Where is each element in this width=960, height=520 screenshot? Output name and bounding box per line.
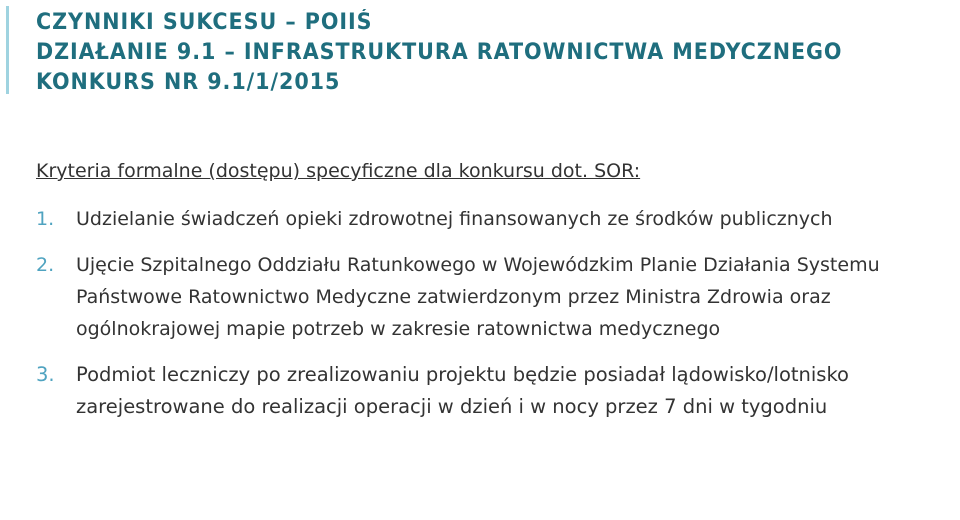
list-item-text: Udzielanie świadczeń opieki zdrowotnej finansowanych ze środków publicznych	[76, 208, 833, 230]
title-line-3: KONKURS NR 9.1/1/2015	[36, 70, 341, 95]
list-item-number: 1.	[36, 208, 55, 230]
slide-title	[36, 8, 946, 98]
list-item	[36, 203, 956, 235]
list-item	[36, 249, 956, 345]
list-item-number: 3.	[36, 363, 55, 386]
title-line-1: CZYNNIKI SUKCESU – POIIŚ	[36, 10, 373, 35]
criteria-heading: Kryteria formalne (dostępu) specyficzne dla konkursu dot. SOR:	[36, 160, 641, 182]
list-item-text: Ujęcie Szpitalnego Oddziału Ratunkowego w Wojewódzkim Planie Działania Systemu Państwowe Ratownictwo Medyczne zatwierdzonym przez Ministra Zdrowia oraz ogólnokrajowej mapie potrzeb w zakresie ratownictwa medycznego	[76, 254, 880, 340]
accent-bar	[6, 6, 9, 94]
list-item	[36, 359, 956, 423]
list-item-text: Podmiot leczniczy po zrealizowaniu projektu będzie posiadał lądowisko/lotnisko zarejestrowane do realizacji operacji w dzień i w nocy przez 7 dni w tygodniu	[76, 363, 849, 418]
title-line-2: DZIAŁANIE 9.1 – INFRASTRUKTURA RATOWNICTWA MEDYCZNEGO	[36, 40, 843, 65]
list-item-number: 2.	[36, 254, 55, 276]
criteria-list	[36, 203, 956, 437]
